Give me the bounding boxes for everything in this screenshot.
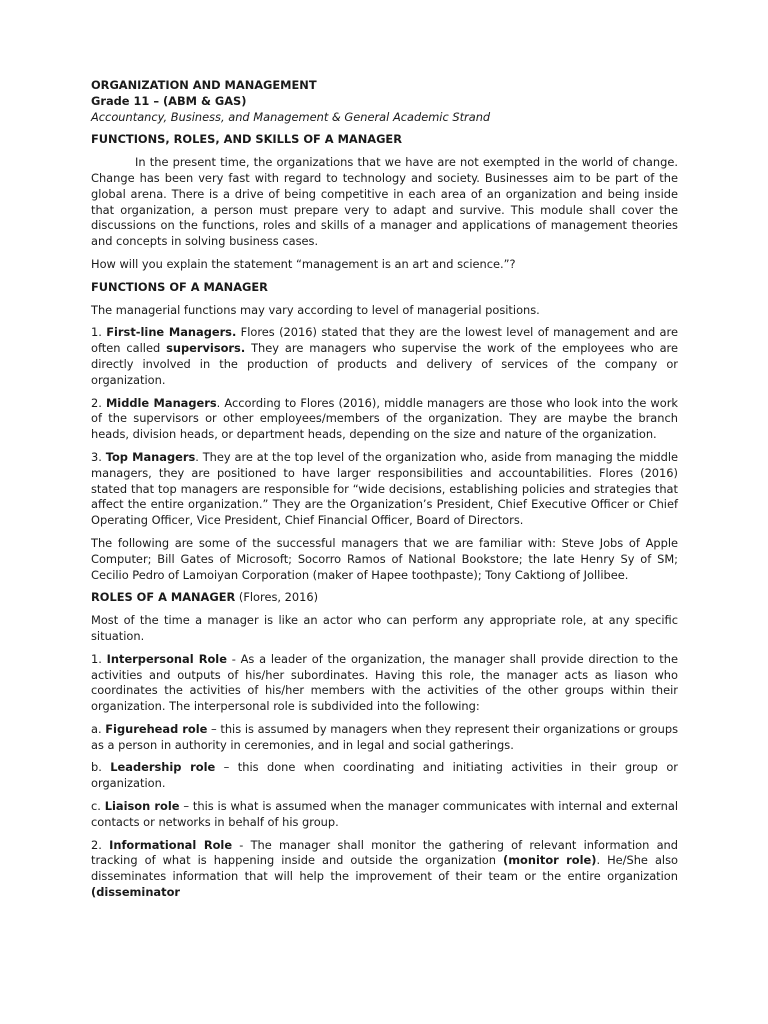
- item-number: 1.: [91, 325, 107, 340]
- item-term: Leadership role: [110, 760, 216, 775]
- subrole-figurehead: [91, 722, 678, 754]
- strand-line: Accountancy, Business, and Management & General Academic Strand: [91, 109, 491, 124]
- function-item-first-line: [91, 325, 678, 388]
- item-number: 3.: [91, 449, 106, 464]
- subject-heading: ORGANIZATION AND MANAGEMENT: [91, 78, 317, 92]
- item-number: 1.: [91, 651, 107, 666]
- item-text: They are managers who supervise the work of the employees who are directly involved in the production of products and delivery of services of the company or organization.: [91, 341, 678, 387]
- item-text: . They are at the top level of the organization who, aside from managing the middle managers, they are positioned to have larger responsibilities and accountabilities. Flores (2016) stated that top managers are responsible for “wide decisions, establishing policies and strategies that affect the entire organization.” They are the Organization’s President, Chief Executive Officer or Chief Operating Officer, Vice President, Chief Financial Officer, Board of Directors.: [91, 449, 678, 528]
- roles-citation: (Flores, 2016): [235, 590, 319, 605]
- item-text: - As a leader of the organization, the manager shall provide direction to the activities and outputs of his/her subordinates. Having this role, the manager acts as liason who coordinates the activities of his/her members with the activities of the other groups within their organization. The interpersonal role is subdivided into the following:: [91, 651, 679, 714]
- function-item-top: [91, 450, 678, 529]
- role-interpersonal: [91, 652, 678, 715]
- question-paragraph: How will you explain the statement “management is an art and science.”?: [91, 256, 516, 271]
- item-text: . According to Flores (2016), middle managers are those who look into the work of the supervisors or other employees/members of the organization. They are maybe the branch heads, division heads, or department heads, depending on the size and nature of the organization.: [91, 395, 678, 442]
- functions-lead: The managerial functions may vary according to level of managerial positions.: [91, 302, 540, 317]
- item-number: a.: [91, 721, 106, 736]
- subrole-liaison: [91, 799, 678, 831]
- subrole-leadership: [91, 760, 678, 792]
- item-term: Interpersonal Role: [106, 651, 227, 666]
- item-text: – this is assumed by managers when they represent their organizations or groups as a person in authority in ceremonies, and in legal and social gatherings.: [91, 721, 678, 752]
- item-bold-term: (monitor role): [502, 853, 597, 868]
- item-term: Top Managers: [105, 449, 196, 464]
- item-number: 2.: [91, 395, 106, 410]
- examples-paragraph: The following are some of the successful managers that we are familiar with: Steve Jobs of Apple Computer; Bill Gates of Microsoft; Socorro Ramos of National Bookstore; the late Henry Sy of SM; Cecilio Pedro of Lamoiyan Corporation (maker of Hapee toothpaste); Tony Caktiong of Jollibee.: [91, 535, 678, 582]
- item-text: – this done when coordinating and initiating activities in their group or organization.: [91, 760, 678, 791]
- item-term: Liaison role: [104, 799, 180, 814]
- grade-line: Grade 11 – (ABM & GAS): [91, 93, 247, 108]
- document-title: FUNCTIONS, ROLES, AND SKILLS OF A MANAGER: [91, 132, 402, 147]
- functions-heading: FUNCTIONS OF A MANAGER: [91, 279, 268, 294]
- item-text: – this is what is assumed when the manager communicates with internal and external contacts or networks in behalf of his group.: [91, 799, 678, 829]
- role-informational: [91, 838, 678, 901]
- item-term: Figurehead role: [105, 721, 208, 736]
- roles-lead: Most of the time a manager is like an actor who can perform any appropriate role, at any specific situation.: [91, 613, 678, 643]
- function-item-middle: [91, 396, 678, 443]
- roles-heading: ROLES OF A MANAGER: [91, 590, 236, 605]
- roles-heading-line: [91, 590, 678, 606]
- item-term: Middle Managers: [105, 395, 217, 410]
- item-number: b.: [91, 760, 111, 775]
- item-text: - The manager shall monitor the gathering of relevant information and tracking of what is happening inside and outside the organization: [91, 837, 678, 868]
- item-number: c.: [91, 799, 105, 814]
- item-text: Flores (2016) stated that they are the lowest level of management and are often called: [91, 325, 678, 356]
- item-term: First-line Managers.: [106, 325, 237, 340]
- item-term: Informational Role: [109, 837, 233, 852]
- item-text: . He/She also disseminates information that will help the improvement of their team or the entire organization: [91, 853, 679, 884]
- document-page: [91, 78, 678, 901]
- item-bold-term: supervisors.: [166, 341, 246, 356]
- item-bold-term: (disseminator: [91, 885, 181, 900]
- intro-paragraph: In the present time, the organizations that we have are not exempted in the world of change. Change has been very fast with regard to technology and society. Businesses aim to be part of the global arena. There is a drive of being competitive in each area of an organization and being inside that organization, a person must prepare very to adapt and survive. This module shall cover the discussions on the functions, roles and skills of a manager and applications of management theories and concepts in solving business cases.: [91, 155, 678, 249]
- item-number: 2.: [91, 837, 110, 852]
